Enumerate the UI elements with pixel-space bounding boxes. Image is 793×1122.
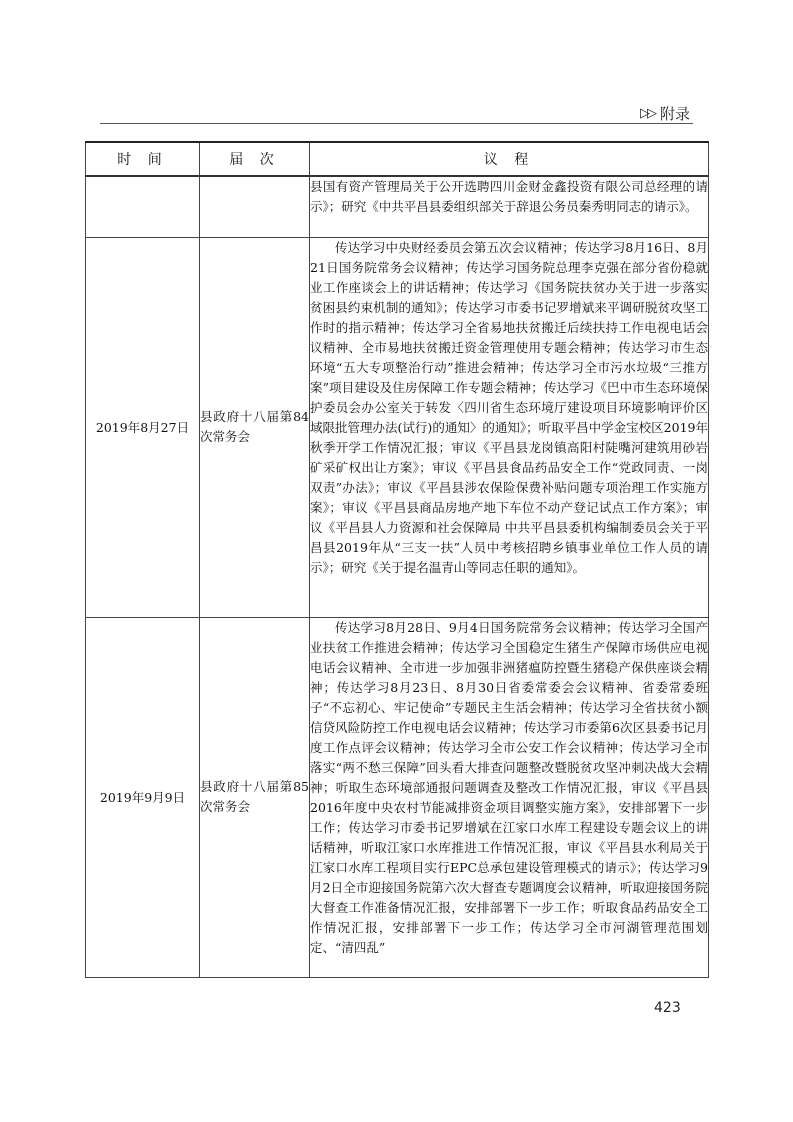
row-agenda (310, 617, 709, 977)
row-date (86, 176, 200, 237)
row-agenda (310, 237, 709, 617)
page-number: 423 (654, 1000, 681, 1016)
column-header-time: 时 间 (86, 142, 200, 176)
row-session (200, 176, 310, 237)
agenda-text: 传达学习中央财经委员会第五次会议精神；传达学习8月16日、8月21日国务院常务会议精神；传达学习国务院总理李克强在部分省份稳就业工作座谈会上的讲话精神；传达学习《国务院扶贫办关于进一步落实贫困县约束机制的通知》；传达学习市委书记罗增斌来平调研脱贫攻坚工作时的指示精神；传达学习全省易地扶贫搬迁后续扶持工作电视电话会议精神、全市易地扶贫搬迁资金管理使用专题会精神；传达学习市生态环境“五大专项整治行动”推进会精神；传达学习全市污水垃圾“三推方案”项目建设及住房保障工作专题会精神；传达学习《巴中市生态环境保护委员会办公室关于转发〈四川省生态环境厅建设项目环境影响评价区域限批管理办法(试行)的通知〉的通知》；听取平昌中学金宝校区2019年秋季开学工作情况汇报；审议《平昌县龙岗镇高阳村陡嘴河建筑用砂岩矿采矿权出让方案》；审议《平昌县食品药品安全工作“党政同责、一岗双责”办法》；审议《平昌县涉农保险保费补贴问题专项治理工作实施方案》；审议《平昌县商品房地产地下车位不动产登记试点工作方案》；审议《平昌县人力资源和社会保障局 中共平昌县委机构编制委员会关于平昌县2019年从“三支一扶”人员中考核招聘乡镇事业单位工作人员的请示》；研究《关于提名温青山等同志任职的通知》。 (310, 239, 708, 575)
row-session: 县政府十八届第85次常务会 (200, 617, 310, 977)
header-divider (100, 123, 693, 124)
chapter-header (640, 103, 690, 124)
column-header-session: 届 次 (200, 142, 310, 176)
double-arrow-icon: ▷▷ (639, 106, 654, 121)
agenda-table (85, 141, 709, 978)
column-header-agenda: 议 程 (310, 142, 709, 176)
table-header-row (86, 142, 709, 176)
row-agenda (310, 176, 709, 237)
row-date: 2019年9月9日 (86, 617, 200, 977)
table-row (86, 176, 709, 237)
table-row (86, 617, 709, 977)
agenda-text: 县国有资产管理局关于公开选聘四川金财金鑫投资有限公司总经理的请示》；研究《中共平昌县委组织部关于辞退公务员秦秀明同志的请示》。 (310, 179, 708, 214)
table-row (86, 237, 709, 617)
chapter-title: 附录 (659, 105, 690, 123)
agenda-text: 传达学习8月28日、9月4日国务院常务会议精神；传达学习全国产业扶贫工作推进会精神；传达学习全国稳定生猪生产保障市场供应电视电话会议精神、全市进一步加强非洲猪瘟防控暨生猪稳产保供座谈会精神；传达学习8月23日、8月30日省委常委会会议精神、省委常委班子“不忘初心、牢记使命”专题民主生活会精神；传达学习全省扶贫小额信贷风险防控工作电视电话会议精神；传达学习市委第6次区县委书记月度工作点评会议精神；传达学习全市公安工作会议精神；传达学习全市落实“两不愁三保障”回头看大排查问题整改暨脱贫攻坚冲刺决战大会精神；听取生态环境部通报问题调查及整改工作情况汇报，审议《平昌县2016年度中央农村节能减排资金项目调整实施方案》，安排部署下一步工作；传达学习市委书记罗增斌在江家口水库工程建设专题会议上的讲话精神，听取江家口水库推进工作情况汇报，审议《平昌县水利局关于江家口水库工程项目实行EPC总承包建设管理模式的请示》；传达学习9月2日全市迎接国务院第六次大督查专题调度会议精神，听取迎接国务院大督查工作准备情况汇报，安排部署下一步工作；听取食品药品安全工作情况汇报，安排部署下一步工作；传达学习全市河湖管理范围划定、“清四乱” (310, 619, 708, 955)
row-date: 2019年8月27日 (86, 237, 200, 617)
row-session: 县政府十八届第84次常务会 (200, 237, 310, 617)
